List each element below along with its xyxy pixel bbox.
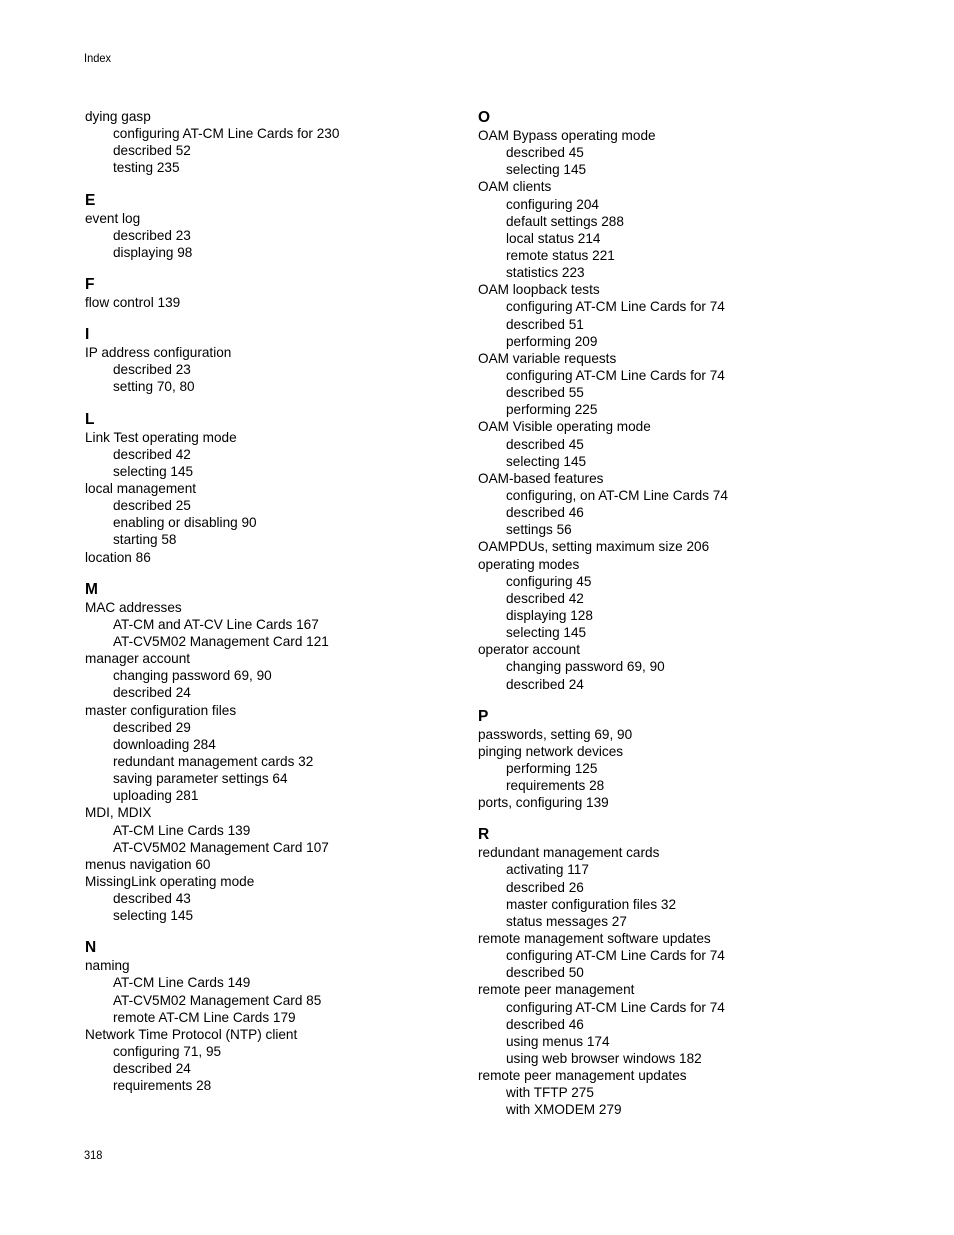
index-subentry: master configuration files 32 <box>506 896 677 912</box>
index-subentry: configuring AT-CM Line Cards for 74 <box>506 367 725 383</box>
index-entry: operating modes <box>478 556 580 572</box>
index-subentry: configuring 45 <box>506 573 592 589</box>
index-subentry: AT-CM Line Cards 139 <box>113 822 251 838</box>
index-subentry: performing 125 <box>506 760 598 776</box>
index-subentry: selecting 145 <box>506 453 587 469</box>
index-entry: MAC addresses <box>85 599 182 615</box>
index-subentry: described 45 <box>506 436 584 452</box>
index-subentry: described 25 <box>113 498 191 514</box>
index-section-letter: R <box>478 826 490 844</box>
index-entry: flow control 139 <box>85 294 181 310</box>
index-subentry: selecting 145 <box>113 463 194 479</box>
index-subentry: described 23 <box>113 227 191 243</box>
index-subentry: activating 117 <box>506 862 589 878</box>
index-section-letter: E <box>85 191 96 209</box>
index-subentry: AT-CM Line Cards 149 <box>113 975 251 991</box>
index-subentry: with XMODEM 279 <box>506 1102 622 1118</box>
index-subentry: selecting 145 <box>506 162 587 178</box>
index-subentry: starting 58 <box>113 532 177 548</box>
index-subentry: described 29 <box>113 719 191 735</box>
index-subentry: local status 214 <box>506 230 601 246</box>
index-subentry: selecting 145 <box>506 625 587 641</box>
index-subentry: configuring AT-CM Line Cards for 74 <box>506 299 725 315</box>
index-subentry: configuring AT-CM Line Cards for 74 <box>506 948 725 964</box>
index-entry: remote management software updates <box>478 931 711 947</box>
index-section-letter: F <box>85 275 95 293</box>
index-entry: MDI, MDIX <box>85 805 152 821</box>
index-entry: OAM Visible operating mode <box>478 419 651 435</box>
index-entry: master configuration files <box>85 702 237 718</box>
index-entry: menus navigation 60 <box>85 856 211 872</box>
index-section-letter: M <box>85 580 98 598</box>
index-subentry: described 45 <box>506 145 584 161</box>
running-head: Index <box>84 51 112 65</box>
index-subentry: configuring 71, 95 <box>113 1044 222 1060</box>
index-subentry: configuring 204 <box>506 196 599 212</box>
index-subentry: configuring AT-CM Line Cards for 74 <box>506 999 725 1015</box>
index-subentry: described 24 <box>506 676 584 692</box>
index-subentry: described 42 <box>113 446 191 462</box>
index-entry: remote peer management updates <box>478 1068 687 1084</box>
index-subentry: described 51 <box>506 316 584 332</box>
index-subentry: requirements 28 <box>506 778 605 794</box>
index-subentry: described 26 <box>506 879 584 895</box>
index-subentry: setting 70, 80 <box>113 379 195 395</box>
index-subentry: redundant management cards 32 <box>113 753 314 769</box>
index-column-right <box>478 108 908 1119</box>
index-subentry: testing 235 <box>113 160 180 176</box>
index-subentry: uploading 281 <box>113 788 199 804</box>
index-subentry: requirements 28 <box>113 1078 212 1094</box>
index-subentry: configuring AT-CM Line Cards for 230 <box>113 126 340 142</box>
index-subentry: remote status 221 <box>506 247 615 263</box>
index-column-left <box>85 108 515 1094</box>
index-section-letter: L <box>85 410 95 428</box>
index-section-letter: O <box>478 109 491 126</box>
index-subentry: changing password 69, 90 <box>506 659 665 675</box>
index-subentry: selecting 145 <box>113 908 194 924</box>
index-entry: OAM clients <box>478 179 552 195</box>
index-subentry: using web browser windows 182 <box>506 1051 702 1067</box>
index-subentry: AT-CV5M02 Management Card 85 <box>113 992 322 1008</box>
index-subentry: changing password 69, 90 <box>113 668 272 684</box>
index-entry: redundant management cards <box>478 845 660 861</box>
index-entry: event log <box>85 210 141 226</box>
index-subentry: performing 225 <box>506 402 598 418</box>
index-subentry: described 43 <box>113 891 191 907</box>
index-subentry: described 46 <box>506 505 584 521</box>
index-subentry: saving parameter settings 64 <box>113 771 288 787</box>
index-subentry: described 24 <box>113 685 191 701</box>
index-entry: IP address configuration <box>85 345 232 361</box>
index-subentry: with TFTP 275 <box>506 1085 594 1101</box>
index-entry: MissingLink operating mode <box>85 873 255 889</box>
index-entry: OAM loopback tests <box>478 282 600 298</box>
index-subentry: described 50 <box>506 965 584 981</box>
index-section-letter: I <box>85 326 90 344</box>
index-entry: pinging network devices <box>478 743 624 759</box>
index-subentry: statistics 223 <box>506 265 585 281</box>
index-entry: manager account <box>85 651 191 667</box>
index-subentry: displaying 98 <box>113 244 193 260</box>
index-subentry: using menus 174 <box>506 1033 610 1049</box>
index-entry: location 86 <box>85 549 151 565</box>
index-entry: OAM Bypass operating mode <box>478 128 656 143</box>
index-subentry: displaying 128 <box>506 607 593 623</box>
index-subentry: enabling or disabling 90 <box>113 515 257 531</box>
index-section-letter: N <box>85 939 97 957</box>
index-subentry: settings 56 <box>506 522 572 538</box>
index-subentry: described 24 <box>113 1061 191 1077</box>
index-subentry: default settings 288 <box>506 213 624 229</box>
index-subentry: AT-CV5M02 Management Card 121 <box>113 633 329 649</box>
page-number: 318 <box>84 1148 103 1162</box>
index-section-letter: P <box>478 707 489 725</box>
index-subentry: described 52 <box>113 143 191 159</box>
index-entry: OAM-based features <box>478 470 604 486</box>
index-subentry: remote AT-CM Line Cards 179 <box>113 1009 296 1025</box>
index-subentry: performing 209 <box>506 333 598 349</box>
index-entry: Link Test operating mode <box>85 429 237 445</box>
index-entry: ports, configuring 139 <box>478 795 609 811</box>
index-entry: operator account <box>478 642 581 658</box>
index-subentry: configuring, on AT-CM Line Cards 74 <box>506 487 728 503</box>
index-entry: passwords, setting 69, 90 <box>478 726 633 742</box>
index-entry: dying gasp <box>85 109 151 124</box>
index-entry: OAMPDUs, setting maximum size 206 <box>478 539 710 555</box>
index-subentry: AT-CV5M02 Management Card 107 <box>113 839 329 855</box>
index-entry: local management <box>85 480 197 496</box>
index-subentry: described 23 <box>113 362 191 378</box>
index-subentry: downloading 284 <box>113 736 216 752</box>
index-entry: OAM variable requests <box>478 350 617 366</box>
index-entry: Network Time Protocol (NTP) client <box>85 1026 298 1042</box>
index-entry: remote peer management <box>478 982 635 998</box>
index-subentry: described 55 <box>506 385 584 401</box>
index-subentry: status messages 27 <box>506 913 627 929</box>
index-subentry: AT-CM and AT-CV Line Cards 167 <box>113 616 319 632</box>
index-subentry: described 42 <box>506 590 584 606</box>
index-entry: naming <box>85 958 130 974</box>
index-subentry: described 46 <box>506 1016 584 1032</box>
